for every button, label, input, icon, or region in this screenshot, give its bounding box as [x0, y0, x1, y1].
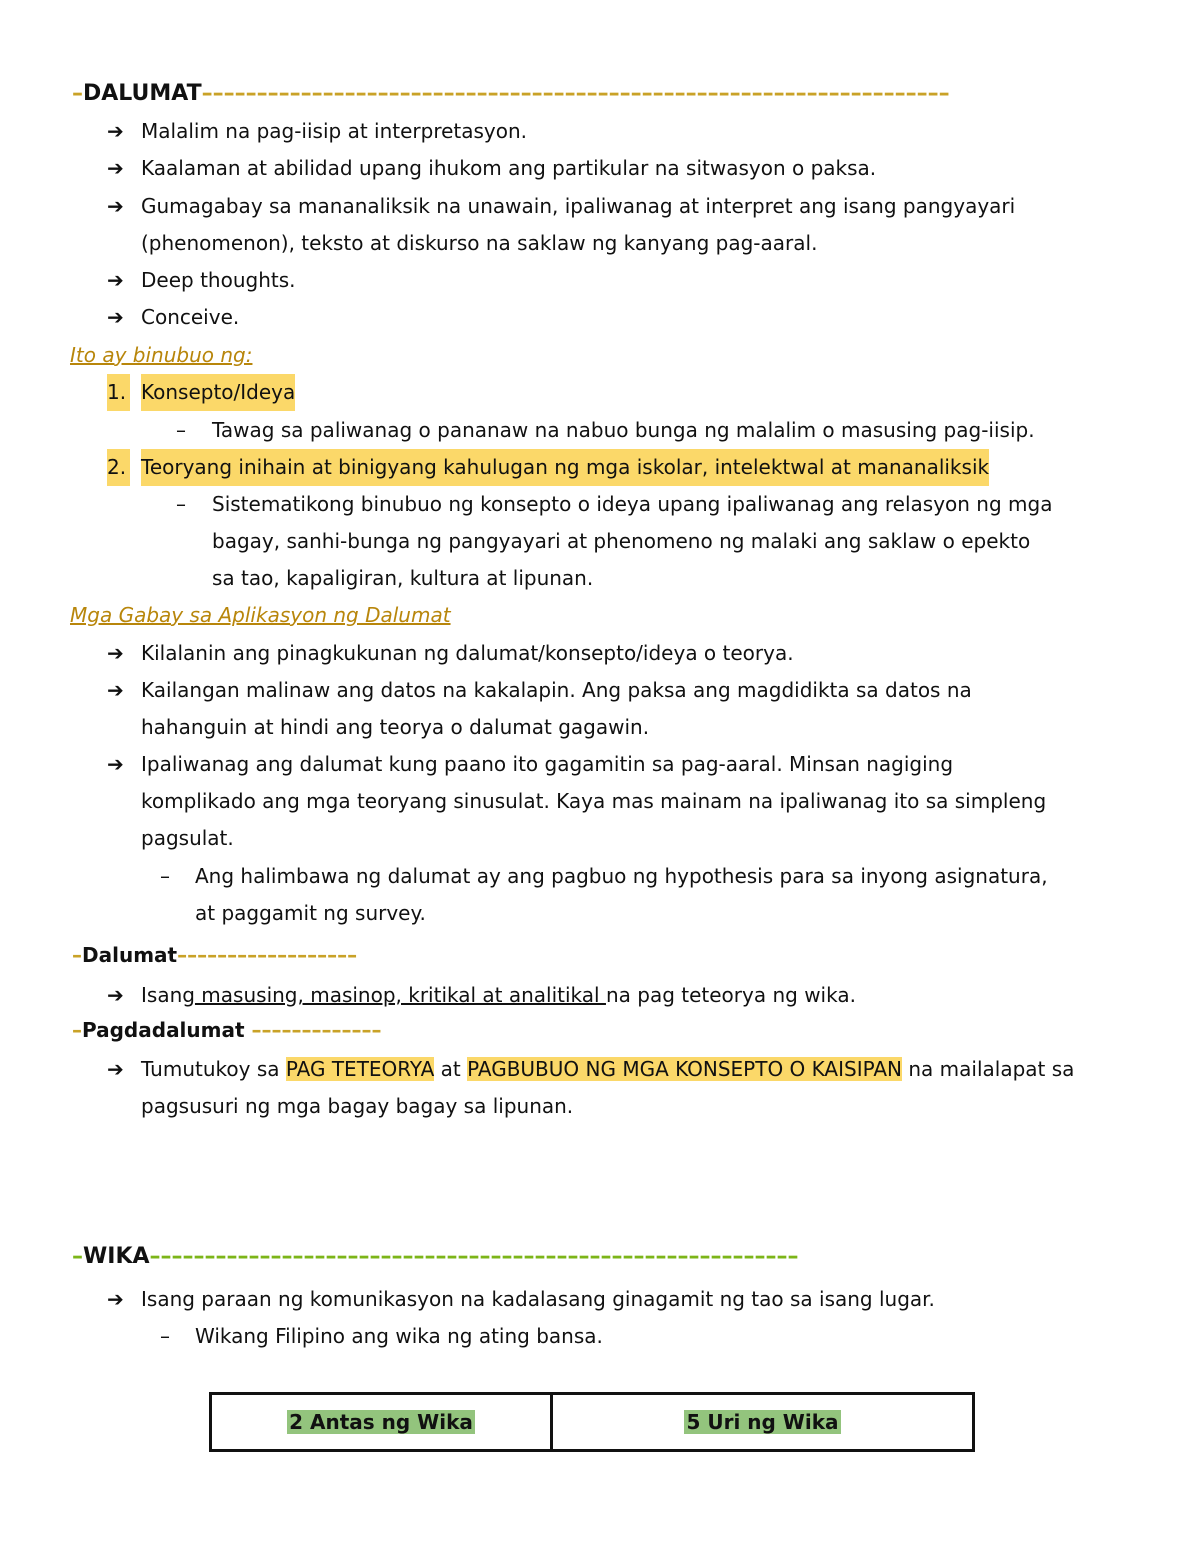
guide-text: hahanguin at hindi ang teorya o dalumat gagawin. [141, 715, 650, 739]
bullet-text: Isang [141, 983, 195, 1007]
guide-text: pagsulat. [141, 826, 234, 850]
wika-sub: Wikang Filipino ang wika ng ating bansa. [195, 1324, 603, 1348]
dalumat-small-bullet [141, 977, 856, 1014]
heading-dash-left: – [72, 1018, 82, 1042]
dalumat-small-heading [72, 940, 357, 970]
dash-bullet: – [176, 492, 186, 516]
bullet-text: na pag teteorya ng wika. [605, 983, 856, 1007]
bullet-text: Malalim na pag-iisip at interpretasyon. [141, 119, 528, 143]
heading-dash-left: – [72, 943, 82, 967]
bullet-text: Deep thoughts. [141, 268, 296, 292]
arrow-icon: ➔ [107, 119, 124, 143]
bullet-text: Kaalaman at abilidad upang ihukom ang partikular na sitwasyon o paksa. [141, 156, 877, 180]
table-row [211, 1394, 974, 1451]
arrow-icon: ➔ [107, 752, 124, 776]
guide-text: Ipaliwanag ang dalumat kung paano ito gagamitin sa pag-aaral. Minsan nagiging [141, 752, 954, 776]
text-span: Tumutukoy sa [141, 1057, 286, 1081]
pagdadalumat-heading [72, 1015, 382, 1045]
dalumat-heading [72, 79, 950, 109]
list-number: 1. [107, 374, 130, 411]
dash-bullet: – [160, 1324, 170, 1348]
wika-heading [72, 1242, 799, 1272]
numbered-item-detail: Sistematikong binubuo ng konsepto o ideya upang ipaliwanag ang relasyon ng mga [212, 492, 1053, 516]
heading-rule: –––––––––––––––––– [177, 943, 358, 967]
arrow-icon: ➔ [107, 641, 124, 665]
text-span: na mailalapat sa [902, 1057, 1075, 1081]
wika-title: WIKA [83, 1244, 150, 1269]
arrow-icon: ➔ [107, 156, 124, 180]
numbered-item-detail: Tawag sa paliwanag o pananaw na nabuo bunga ng malalim o masusing pag-iisip. [212, 418, 1035, 442]
arrow-icon: ➔ [107, 268, 124, 292]
table-header-text: 2 Antas ng Wika [289, 1409, 473, 1434]
heading-dash-left: – [72, 81, 83, 106]
arrow-icon: ➔ [107, 678, 124, 702]
text-span: at [434, 1057, 468, 1081]
bullet-text: Gumagabay sa mananaliksik na unawain, ipaliwanag at interpret ang isang pangyayari [141, 194, 1016, 218]
dalumat-small-title: Dalumat [82, 943, 178, 967]
heading-rule: ––––––––––––––––––––––––––––––––––––––––––––––––––––––––––– [149, 1244, 799, 1269]
sub-heading: Ito ay binubuo ng: [70, 343, 253, 367]
arrow-icon: ➔ [107, 194, 124, 218]
heading-rule: ––––––––––––– [244, 1018, 382, 1042]
numbered-item-label: Konsepto/Ideya [141, 374, 295, 411]
bullet-text-continued: (phenomenon), teksto at diskurso na saklaw ng kanyang pag-aaral. [141, 231, 818, 255]
guide-text: komplikado ang mga teoryang sinusulat. Kaya mas mainam na ipaliwanag ito sa simpleng [141, 789, 1047, 813]
table-header-cell [211, 1394, 552, 1451]
pagdadalumat-title: Pagdadalumat [82, 1018, 245, 1042]
bullet-text: Conceive. [141, 305, 240, 329]
highlight-text: PAGBUBUO NG MGA KONSEPTO O KAISIPAN [467, 1057, 903, 1081]
arrow-icon: ➔ [107, 1057, 124, 1081]
wika-bullet: Isang paraan ng komunikasyon na kadalasang ginagamit ng tao sa isang lugar. [141, 1287, 935, 1311]
guide-example: at paggamit ng survey. [195, 901, 426, 925]
heading-rule: –––––––––––––––––––––––––––––––––––––––––––––––––––––––––––––––––––– [201, 81, 950, 106]
table-header-text: 5 Uri ng Wika [686, 1409, 839, 1434]
numbered-item-label: Teoryang inihain at binigyang kahulugan ng mga iskolar, intelektwal at mananaliksik [141, 449, 989, 486]
dash-bullet: – [176, 418, 186, 442]
arrow-icon: ➔ [107, 305, 124, 329]
dalumat-title: DALUMAT [83, 81, 202, 106]
arrow-icon: ➔ [107, 1287, 124, 1311]
list-number: 2. [107, 449, 130, 486]
arrow-icon: ➔ [107, 983, 124, 1007]
guide-text: Kailangan malinaw ang datos na kakalapin. Ang paksa ang magdidikta sa datos na [141, 678, 972, 702]
numbered-item-detail: bagay, sanhi-bunga ng pangyayari at phenomeno ng malaki ang saklaw o epekto [212, 529, 1031, 553]
dash-bullet: – [160, 864, 170, 888]
guide-example: Ang halimbawa ng dalumat ay ang pagbuo ng hypothesis para sa inyong asignatura, [195, 864, 1048, 888]
highlight-text: PAG TETEORYA [285, 1057, 435, 1081]
guide-text: Kilalanin ang pinagkukunan ng dalumat/konsepto/ideya o teorya. [141, 641, 794, 665]
wika-table [209, 1392, 975, 1452]
pagdadalumat-line [141, 1051, 1074, 1088]
heading-dash-left: – [72, 1244, 83, 1269]
pagdadalumat-line: pagsusuri ng mga bagay bagay sa lipunan. [141, 1094, 574, 1118]
underlined-text: masusing, masinop, kritikal at analitikal [194, 983, 606, 1007]
guide-heading: Mga Gabay sa Aplikasyon ng Dalumat [70, 603, 451, 627]
numbered-item-detail: sa tao, kapaligiran, kultura at lipunan. [212, 566, 594, 590]
table-header-cell [552, 1394, 974, 1451]
